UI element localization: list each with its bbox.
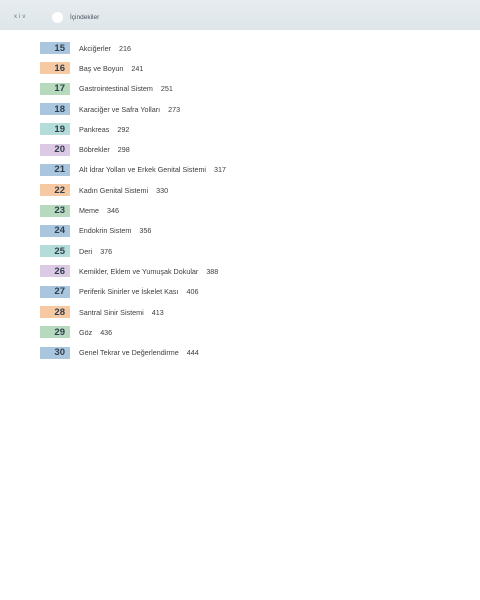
chapter-title: Genel Tekrar ve Değerlendirme [79,348,179,358]
toc-row[interactable] [40,200,460,220]
chapter-title: Periferik Sinirler ve İskelet Kası [79,287,179,297]
chapter-number: 15 [40,42,70,54]
chapter-number: 25 [40,245,70,257]
toc-row[interactable] [40,139,460,159]
chapter-page: 346 [106,206,119,216]
chapter-title: Alt İdrar Yolları ve Erkek Genital Sistemi [79,165,207,175]
chapter-number: 23 [40,205,70,217]
chapter-page: 376 [100,246,113,256]
toc-row[interactable] [40,99,460,119]
toc-row[interactable] [40,302,460,322]
toc-row[interactable] [40,322,460,342]
toc-row[interactable] [40,282,460,302]
page-number: xiv [14,14,28,20]
header-title: İçindekiler [70,14,100,21]
chapter-title: Gastrointestinal Sistem [79,84,153,94]
chapter-page: 317 [214,165,227,175]
chapter-number: 16 [40,62,70,74]
chapter-page: 273 [168,104,181,114]
chapter-number: 17 [40,83,70,95]
chapter-page: 413 [151,307,164,317]
chapter-number: 29 [40,326,70,338]
chapter-title: Endokrin Sistem [79,226,132,236]
table-of-contents [40,38,460,363]
chapter-page: 292 [117,124,130,134]
toc-row[interactable] [40,38,460,58]
chapter-title: Deri [79,246,93,256]
chapter-title: Göz [79,327,93,337]
chapter-number: 20 [40,144,70,156]
chapter-title: Akciğerler [79,43,111,53]
chapter-number: 22 [40,184,70,196]
toc-row[interactable] [40,241,460,261]
chapter-page: 298 [117,145,130,155]
chapter-title: Santral Sinir Sistemi [79,307,144,317]
circle-icon [52,12,63,23]
toc-row[interactable] [40,58,460,78]
chapter-page: 436 [100,327,113,337]
chapter-number: 30 [40,347,70,359]
chapter-page: 241 [131,63,144,73]
page-header [0,0,480,30]
chapter-page: 216 [118,43,131,53]
chapter-number: 21 [40,164,70,176]
chapter-title: Kadın Genital Sistemi [79,185,149,195]
chapter-title: Böbrekler [79,145,110,155]
chapter-number: 28 [40,306,70,318]
toc-row[interactable] [40,160,460,180]
chapter-title: Baş ve Boyun [79,63,124,73]
chapter-page: 251 [160,84,173,94]
chapter-number: 27 [40,286,70,298]
chapter-page: 444 [186,348,199,358]
toc-row[interactable] [40,342,460,362]
chapter-title: Karaciğer ve Safra Yolları [79,104,161,114]
chapter-title: Kemikler, Eklem ve Yumuşak Dokular [79,266,199,276]
chapter-number: 26 [40,265,70,277]
toc-row[interactable] [40,79,460,99]
toc-row[interactable] [40,221,460,241]
chapter-number: 19 [40,123,70,135]
toc-row[interactable] [40,261,460,281]
toc-row[interactable] [40,119,460,139]
chapter-number: 18 [40,103,70,115]
toc-row[interactable] [40,180,460,200]
chapter-page: 330 [156,185,169,195]
chapter-page: 356 [139,226,152,236]
chapter-number: 24 [40,225,70,237]
chapter-page: 406 [186,287,199,297]
chapter-title: Meme [79,206,99,216]
chapter-page: 388 [206,266,219,276]
chapter-title: Pankreas [79,124,110,134]
